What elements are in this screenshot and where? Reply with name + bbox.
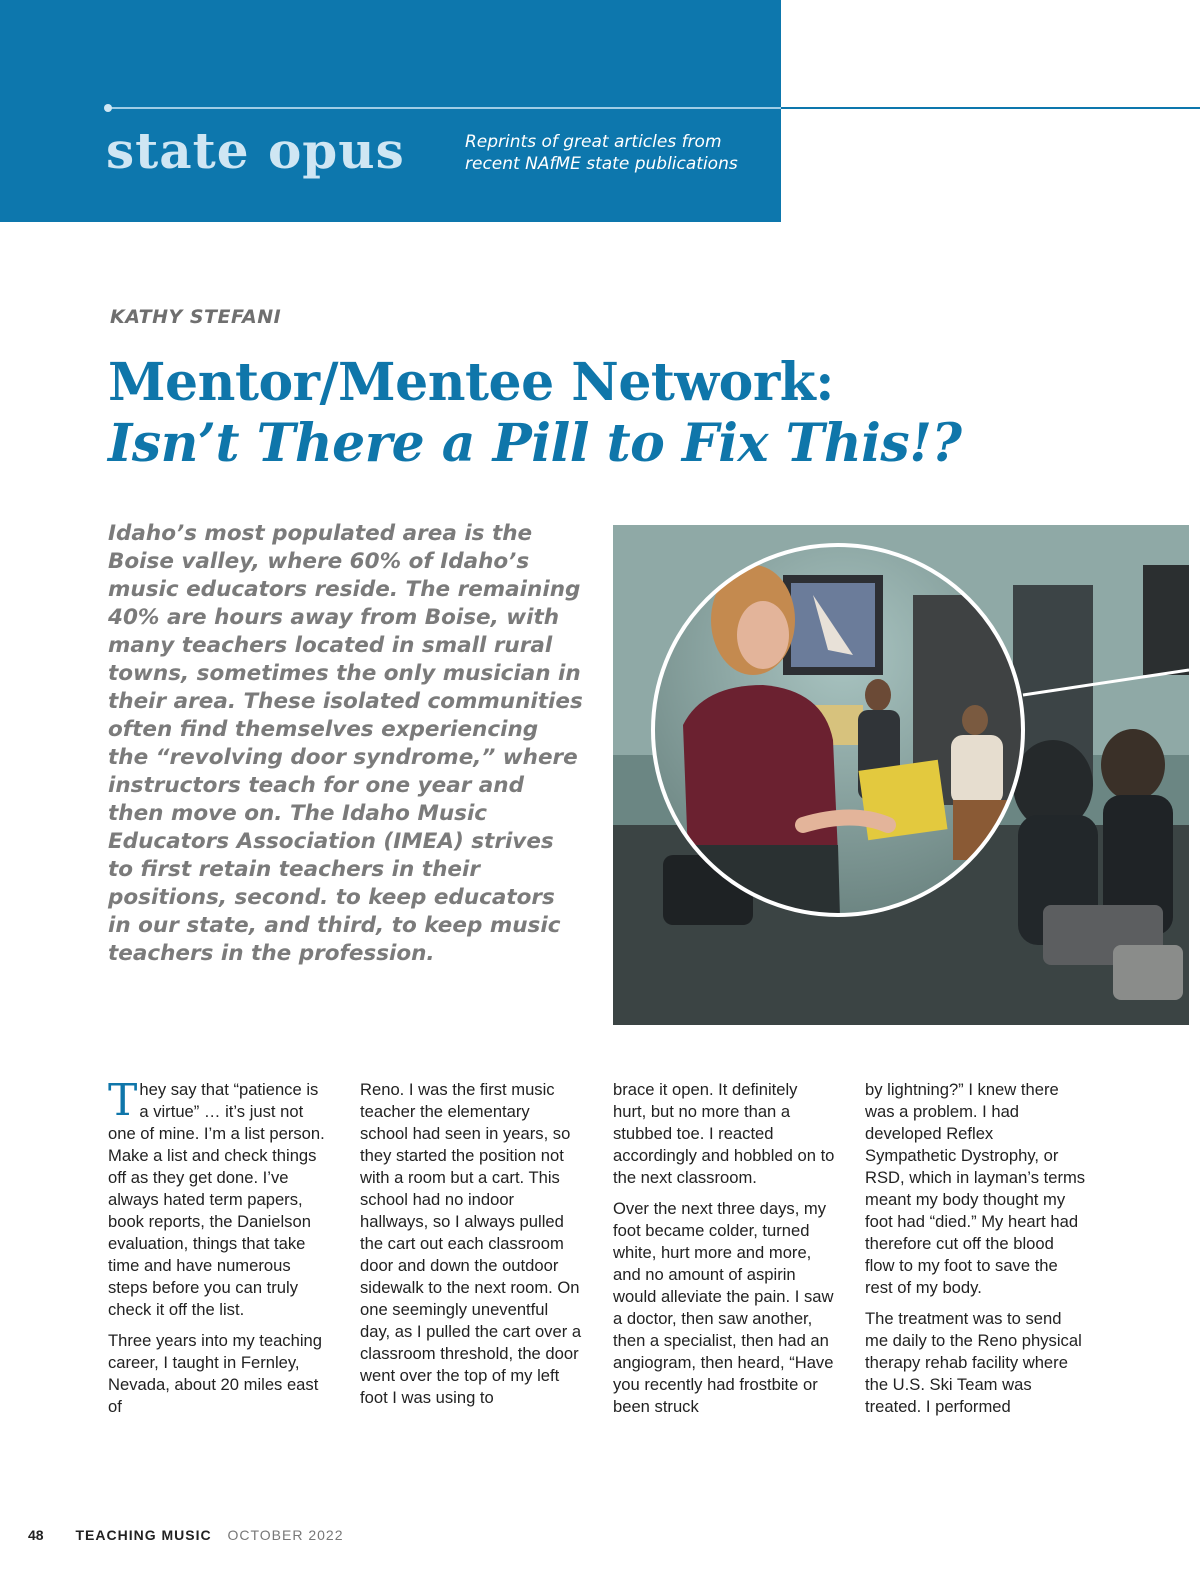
title-line-1: Mentor/Mentee Network: [108,352,834,413]
tagline-line-2: recent NAfME state publications [465,154,738,174]
article-photo [613,525,1189,1025]
drop-cap: T [108,1075,138,1126]
header-rule-inner [107,107,781,109]
paragraph-text: hey say that “patience is a virtue” … it’s just not one of mine. I’m a list person. Make a list and check things off as they get done. I’ve always hated term papers, book reports, the Danielson evaluation, things that take time and have numerous steps before you can truly check it off the list. [108,1080,325,1319]
body-paragraph: The treatment was to send me daily to the Reno physical therapy rehab facility where the U.S. Ski Team was treated. I performed [865,1309,1082,1416]
classroom-photo-image [613,525,1189,1025]
intro-paragraph: Idaho’s most populated area is the Boise valley, where 60% of Idaho’s music educators reside. The remaining 40% are hours away from Boise, with many teachers located in small rural towns, sometimes the only musician in their area. These isolated communities often find themselves experiencing the “revolving door syndrome,” where instructors teach for one year and then move on. The Idaho Music Educators Association (IMEA) strives to first retain teachers in their positions, second. to keep educators in our state, and third, to keep music teachers in the profession. [108,521,583,966]
body-paragraph: Over the next three days, my foot became colder, turned white, hurt more and more, and no amount of aspirin would alleviate the pain. I saw a doctor, then saw another, then a specialist, then had an angiogram, then heard, “Have you recently had frostbite or been struck [613,1199,834,1416]
tagline-line-1: Reprints of great articles from [465,132,722,152]
magazine-name: TEACHING MUSIC [75,1527,212,1543]
body-paragraph: Reno. I was the first music teacher the elementary school had seen in years, so they started the position not with a room but a cart. This school had no indoor hallways, so I always pulled the cart out each classroom door and down the outdoor sidewalk to the next room. On one seemingly uneventful day, as I pulled the cart over a classroom threshold, the door went over the top of my left foot I was using to [360,1080,582,1407]
header-banner [0,0,781,222]
body-paragraph [108,1075,330,1321]
page-footer [28,1526,344,1544]
section-tagline [465,131,765,175]
page-number: 48 [28,1527,44,1543]
article-title [108,352,1108,474]
issue-date: OCTOBER 2022 [227,1527,344,1543]
title-line-2: Isn’t There a Pill to Fix This!? [108,413,962,474]
body-column-2 [360,1079,582,1418]
author-byline: KATHY STEFANI [110,306,282,328]
body-column-4 [865,1079,1087,1427]
body-paragraph: by lightning?” I knew there was a problem. I had developed Reflex Sympathetic Dystrophy, or RSD, which in layman’s terms meant my body thought my foot had “died.” My heart had therefore cut off the blood flow to my foot to save the rest of my body. [865,1080,1086,1297]
body-column-1 [108,1075,330,1427]
body-paragraph: Three years into my teaching career, I taught in Fernley, Nevada, about 20 miles east of [108,1331,322,1416]
body-paragraph: brace it open. It definitely hurt, but no more than a stubbed toe. I reacted accordingly and hobbled on to the next classroom. [613,1080,835,1187]
section-brand: state opus [106,121,405,180]
header-rule-dot [104,104,112,112]
body-column-3 [613,1079,835,1427]
